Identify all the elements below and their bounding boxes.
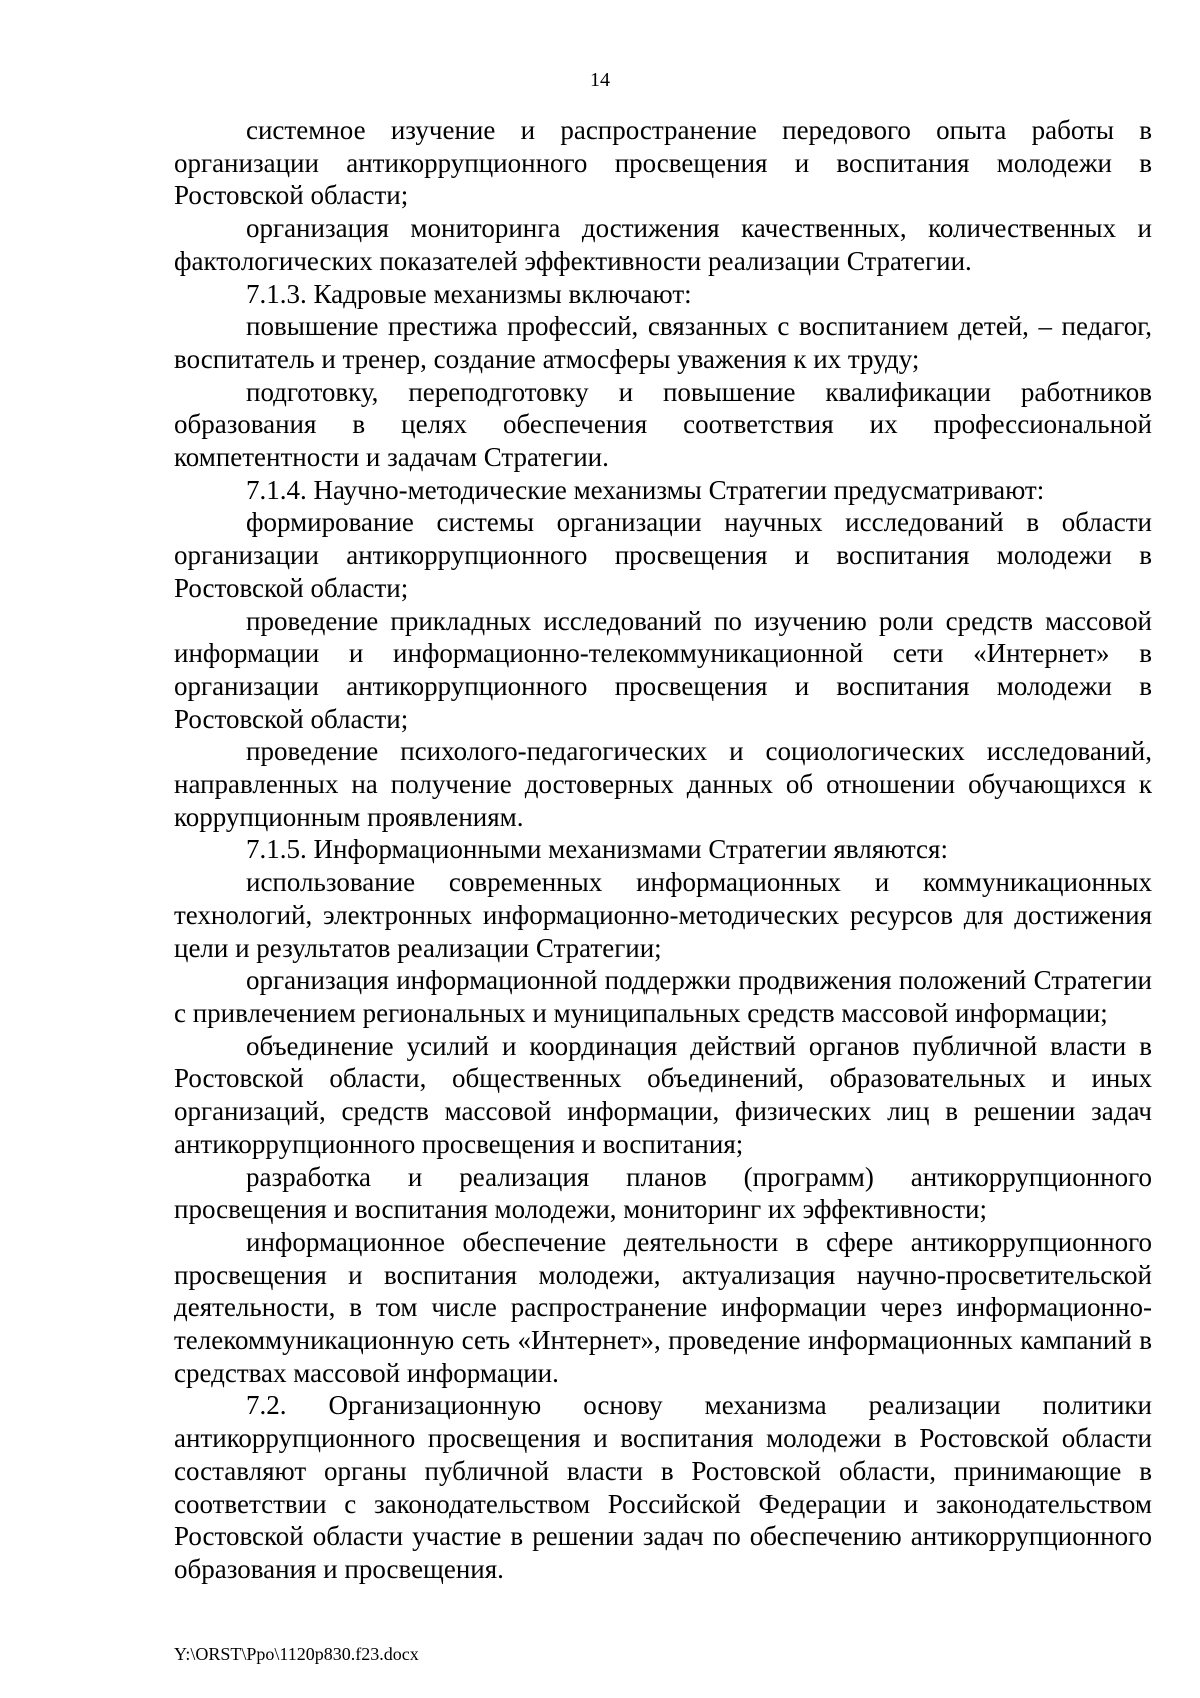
paragraph: разработка и реализация планов (программ) антикоррупционного просвещения и воспитания молодежи, мониторинг их эффективности;	[174, 1161, 1152, 1225]
paragraph: организация информационной поддержки продвижения положений Стратегии с привлечением региональных и муниципальных средств массовой информации;	[174, 965, 1152, 1028]
footer-file-path: Y:\ORST\Ppo\1120p830.f23.docx	[174, 1644, 419, 1664]
section-heading: 7.1.3. Кадровые механизмы включают:	[246, 278, 692, 309]
section-heading: 7.1.4. Научно-методические механизмы Стратегии предусматривают:	[246, 474, 1045, 505]
paragraph: информационное обеспечение деятельности в сфере антикоррупционного просвещения и воспитания молодежи, актуализация научно-просветительской деятельности, в том числе распространение информации через информационно-телекоммуникационную сеть «Интернет», проведение информационных кампаний в средствах массовой информации.	[174, 1226, 1152, 1388]
paragraph: проведение прикладных исследований по изучению роли средств массовой информации и информационно-телекоммуникационной сети «Интернет» в организации антикоррупционного просвещения и воспитания молодежи в Ростовской области;	[174, 605, 1152, 734]
paragraph: проведение психолого-педагогических и социологических исследований, направленных на получение достоверных данных об отношении обучающихся к коррупционным проявлениям.	[174, 736, 1152, 832]
paragraph: формирование системы организации научных исследований в области организации антикоррупционного просвещения и воспитания молодежи в Ростовской области;	[174, 507, 1152, 603]
paragraph: повышение престижа профессий, связанных с воспитанием детей, – педагог, воспитатель и тренер, создание атмосферы уважения к их труду;	[174, 311, 1152, 374]
paragraph: организация мониторинга достижения качественных, количественных и фактологических показателей эффективности реализации Стратегии.	[174, 213, 1152, 276]
paragraph: объединение усилий и координация действий органов публичной власти в Ростовской области, общественных объединений, образовательных и иных организаций, средств массовой информации, физических лиц в решении задач антикоррупционного просвещения и воспитания;	[174, 1030, 1152, 1159]
section-heading: 7.1.5. Информационными механизмами Стратегии являются:	[246, 834, 948, 865]
page-number: 14	[590, 69, 610, 91]
paragraph: использование современных информационных и коммуникационных технологий, электронных информационно-методических ресурсов для достижения цели и результатов реализации Стратегии;	[174, 867, 1152, 963]
document-body	[174, 114, 1152, 1586]
paragraph: системное изучение и распространение передового опыта работы в организации антикоррупционного просвещения и воспитания молодежи в Ростовской области;	[174, 115, 1152, 211]
paragraph: 7.2. Организационную основу механизма реализации политики антикоррупционного просвещения и воспитания молодежи в Ростовской области составляют органы публичной власти в Ростовской области, принимающие в соответствии с законодательством Российской Федерации и законодательством Ростовской области участие в решении задач по обеспечению антикоррупционного образования и просвещения.	[174, 1390, 1152, 1584]
paragraph: подготовку, переподготовку и повышение квалификации работников образования в целях обеспечения соответствия их профессиональной компетентности и задачам Стратегии.	[174, 376, 1152, 473]
